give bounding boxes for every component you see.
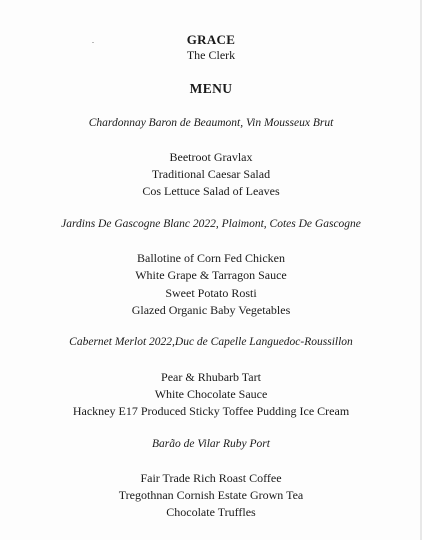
dish-item: Sweet Potato Rosti <box>165 286 257 300</box>
dish-item: Glazed Organic Baby Vegetables <box>131 303 291 317</box>
wine-pairing-3: Cabernet Merlot 2022,Duc de Capelle Languedoc-Roussillon <box>69 336 353 348</box>
wine-pairing-2: Jardins De Gascogne Blanc 2022, Plaimont, Cotes De Gascogne <box>61 218 361 230</box>
dish-item: Pear & Rhubarb Tart <box>161 370 261 384</box>
dish-item: White Chocolate Sauce <box>154 387 268 401</box>
menu-heading: MENU <box>189 81 233 96</box>
event-subtitle: The Clerk <box>186 48 236 62</box>
dish-item: Hackney E17 Produced Sticky Toffee Pudding Ice Cream <box>72 404 350 418</box>
dish-item: Tregothnan Cornish Estate Grown Tea <box>118 488 304 502</box>
event-title: GRACE <box>186 32 236 47</box>
dish-item: Fair Trade Rich Roast Coffee <box>140 471 282 485</box>
wine-pairing-1: Chardonnay Baron de Beaumont, Vin Mousseux Brut <box>88 117 334 129</box>
dish-item: Beetroot Gravlax <box>169 150 253 164</box>
dish-item: Chocolate Truffles <box>166 505 256 519</box>
wine-pairing-4: Barão de Vilar Ruby Port <box>152 438 270 450</box>
dish-item: Traditional Caesar Salad <box>151 167 271 181</box>
dish-item: Ballotine of Corn Fed Chicken <box>137 251 285 265</box>
dish-item: White Grape & Tarragon Sauce <box>135 268 287 282</box>
dish-item: Cos Lettuce Salad of Leaves <box>142 184 280 198</box>
